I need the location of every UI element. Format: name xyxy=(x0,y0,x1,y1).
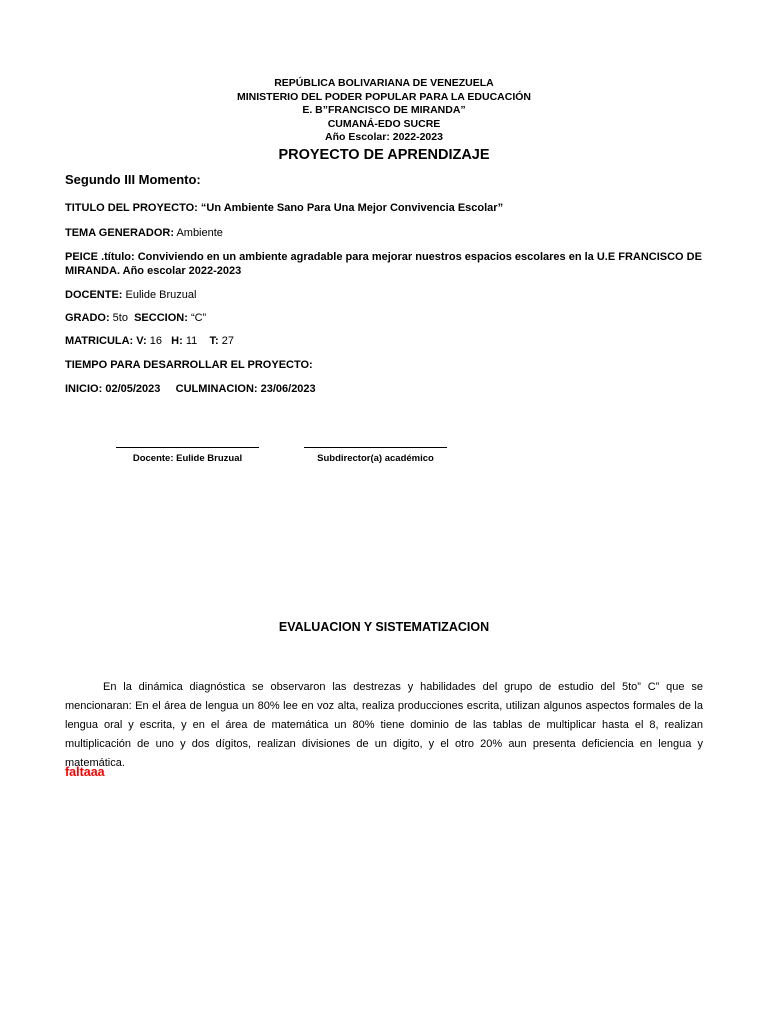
teacher-field xyxy=(65,288,705,302)
section-label: SECCION: xyxy=(134,312,188,324)
header-republic: REPÚBLICA BOLIVARIANA DE VENEZUELA xyxy=(274,77,494,89)
dates-field xyxy=(65,382,705,396)
moment-heading: Segundo III Momento: xyxy=(65,172,201,187)
project-title-field xyxy=(65,201,705,215)
enrollment-t-value: 27 xyxy=(221,335,234,347)
grade-field xyxy=(65,311,705,325)
header-school-year: Año Escolar: 2022-2023 xyxy=(325,131,443,143)
enrollment-field xyxy=(65,334,705,348)
evaluation-title: EVALUACION Y SISTEMATIZACION xyxy=(278,620,490,634)
header-location: CUMANÁ-EDO SUCRE xyxy=(327,117,441,130)
enrollment-h-label: H: xyxy=(171,335,183,347)
document-header xyxy=(0,77,768,164)
enrollment-t-label: T: xyxy=(209,335,219,347)
grade-value: 5to xyxy=(112,312,128,324)
end-date: CULMINACION: 23/06/2023 xyxy=(175,383,316,395)
header-school: E. B”FRANCISCO DE MIRANDA” xyxy=(302,104,466,116)
enrollment-h-value: 11 xyxy=(185,335,198,347)
enrollment-label: MATRICULA: V: xyxy=(65,335,147,347)
theme-label: TEMA GENERADOR: xyxy=(65,227,174,239)
peice-field: PEICE .título: Conviviendo en un ambiente agradable para mejorar nuestros espacios escolares en la U.E FRANCISCO DE MIRANDA. Año escolar 2022-2023 xyxy=(65,251,702,277)
subdirector-signature: Subdirector(a) académico xyxy=(304,447,447,464)
enrollment-v-value: 16 xyxy=(149,335,162,347)
theme-field xyxy=(65,226,705,240)
header-ministry: MINISTERIO DEL PODER POPULAR PARA LA EDUCACIÓN xyxy=(236,90,531,103)
page-title: PROYECTO DE APRENDIZAJE xyxy=(278,146,490,163)
section-value: “C” xyxy=(190,312,207,324)
start-date: INICIO: 02/05/2023 xyxy=(65,383,161,395)
teacher-label: DOCENTE: xyxy=(65,289,123,301)
pending-note: faltaaa xyxy=(65,765,105,779)
project-title-value: “Un Ambiente Sano Para Una Mejor Convivencia Escolar” xyxy=(200,202,504,214)
theme-value: Ambiente xyxy=(176,227,223,239)
project-title-label: TITULO DEL PROYECTO: xyxy=(65,202,198,214)
grade-label: GRADO: xyxy=(65,312,110,324)
time-heading: TIEMPO PARA DESARROLLAR EL PROYECTO: xyxy=(65,359,313,371)
teacher-value: Eulide Bruzual xyxy=(125,289,197,301)
teacher-signature: Docente: Eulide Bruzual xyxy=(116,447,259,464)
evaluation-paragraph: En la dinámica diagnóstica se observaron las destrezas y habilidades del grupo de estudio del 5to” C” que se mencionaran: En el área de lengua un 80% lee en voz alta, realiza producciones escrita, utilizan algunos aspectos formales de la lengua oral y escrita, y en el área de matemática un 80% tiene dominio de las tablas de multiplicar hasta el 8, realizan multiplicación de uno y dos dígitos, realizan divisiones de un digito, y el otro 20% aun presenta deficiencia en lengua y matemática. xyxy=(65,681,703,769)
